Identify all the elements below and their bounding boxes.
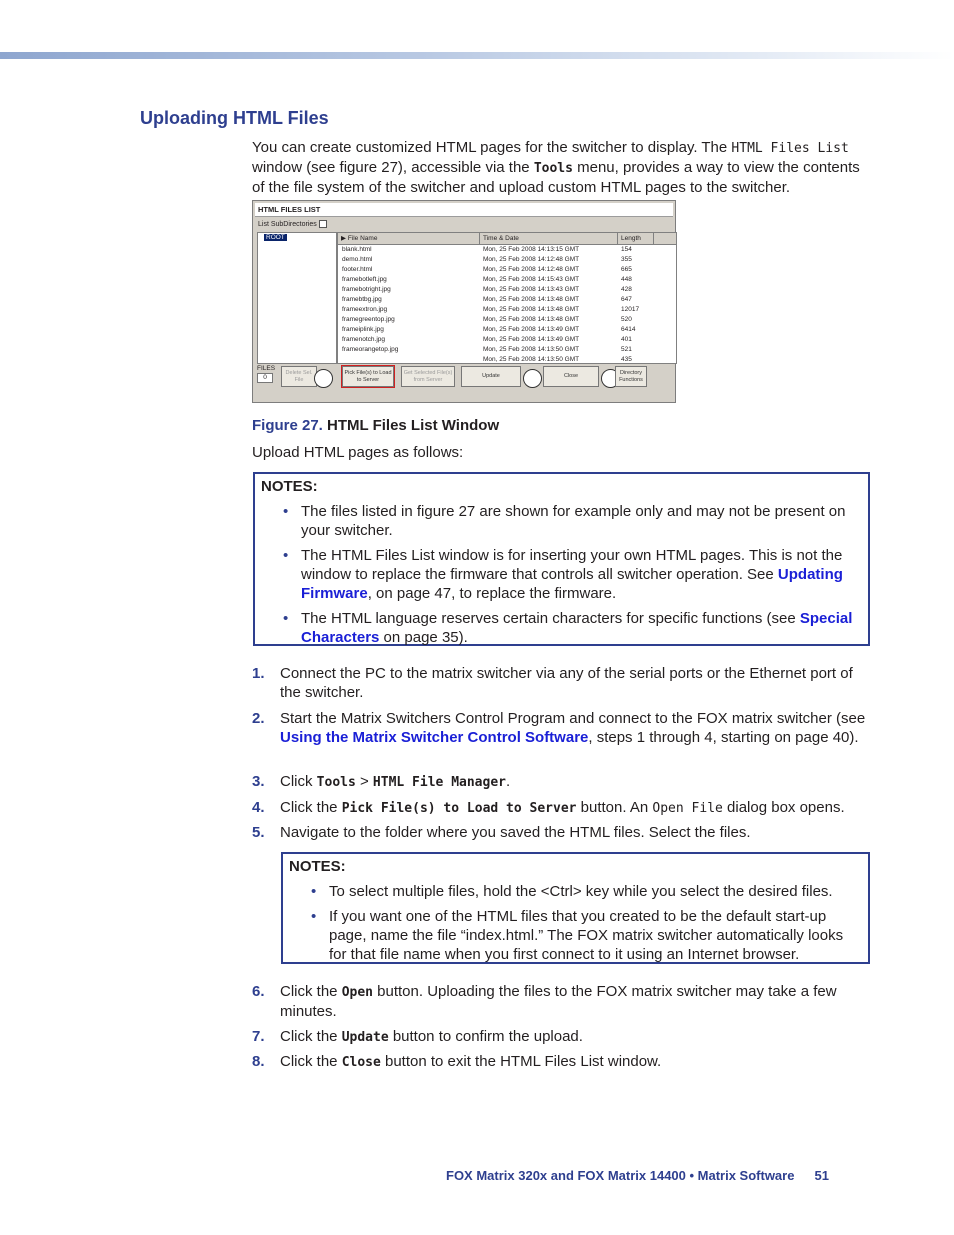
file-length: 401 — [621, 336, 632, 343]
note-item — [279, 546, 859, 603]
intro-text: window (see figure 27), accessible via the — [252, 159, 534, 176]
file-length: 520 — [621, 316, 632, 323]
file-name: frameorangetop.jpg — [342, 346, 399, 353]
file-name: framebtbg.jpg — [342, 296, 382, 303]
step-text-part: Click the — [280, 799, 342, 816]
step-text-part: , steps 1 through 4, starting on page 40). — [588, 729, 859, 746]
upload-intro: Upload HTML pages as follows: — [252, 444, 464, 461]
pick-files-button[interactable]: Pick File(s) to Load to Server — [342, 366, 394, 387]
figure-title: HTML Files List Window — [322, 417, 500, 434]
note-text: The HTML language reserves certain characters for specific functions (see — [301, 610, 800, 627]
step-text-part: button. Uploading the files to the FOX matrix switcher may take a few minutes. — [280, 983, 837, 1020]
step-number: 6. — [252, 983, 265, 1000]
file-name: blank.html — [342, 246, 372, 253]
file-length: 521 — [621, 346, 632, 353]
step-number: 3. — [252, 773, 265, 790]
files-label: FILES — [257, 365, 276, 372]
file-time: Mon, 25 Feb 2008 14:13:50 GMT — [483, 356, 580, 363]
file-time: Mon, 25 Feb 2008 14:13:15 GMT — [483, 246, 580, 253]
note-text: To select multiple files, hold the <Ctrl> key while you select the desired files. — [329, 883, 833, 900]
updating-firmware-link[interactable]: Updating Firmware — [301, 566, 843, 602]
figure-caption — [252, 417, 499, 434]
files-count-box — [257, 365, 275, 383]
html-files-list-window — [252, 200, 676, 403]
note-text: The HTML Files List window is for inserting your own HTML pages. This is not the window to replace the firmware that controls all switcher operation. See — [301, 547, 843, 583]
step-text-part: button. An — [576, 799, 653, 816]
note-text: If you want one of the HTML files that you created to be the default start-up page, name the file “index.html.” The FOX matrix switcher automatically looks for that file name when you first connect to it using an Internet browser. — [329, 908, 844, 963]
step-code: Close — [341, 1055, 381, 1070]
step-text-part: Click the — [280, 1028, 342, 1045]
section-heading: Uploading HTML Files — [140, 108, 329, 128]
header-rule — [0, 52, 954, 59]
file-name: framebotleft.jpg — [342, 276, 387, 283]
file-name: framenotch.jpg — [342, 336, 385, 343]
list-subdirectories-option[interactable] — [258, 220, 327, 228]
note-item — [279, 502, 859, 540]
step-number: 1. — [252, 665, 265, 682]
get-selected-files-button[interactable]: Get Selected File(s) from Server — [401, 366, 455, 387]
step-text — [280, 709, 866, 747]
file-time: Mon, 25 Feb 2008 14:12:48 GMT — [483, 256, 580, 263]
step-text-part: dialog box opens. — [722, 799, 845, 816]
file-time: Mon, 25 Feb 2008 14:15:43 GMT — [483, 276, 580, 283]
close-button[interactable]: Close — [543, 366, 599, 387]
file-time: Mon, 25 Feb 2008 14:13:43 GMT — [483, 286, 580, 293]
intro-text: menu, provides a way to view the contents of the file system of the switcher and upload custom HTML pages to the switcher. — [252, 159, 860, 196]
step-number: 8. — [252, 1053, 265, 1070]
note-item — [307, 882, 859, 901]
step-text-part: . — [505, 773, 511, 790]
using-control-software-link[interactable]: Using the Matrix Switcher Control Software — [280, 729, 589, 746]
list-subdirectories-label: List SubDirectories — [258, 220, 317, 228]
notes-title: NOTES: — [261, 478, 318, 495]
file-time: Mon, 25 Feb 2008 14:13:49 GMT — [483, 326, 580, 333]
column-label: Length — [621, 235, 641, 242]
file-name: frameiplink.jpg — [342, 326, 384, 333]
column-file-name[interactable]: ▶ File Name — [338, 233, 480, 244]
step-text: Navigate to the folder where you saved the HTML files. Select the files. — [280, 824, 751, 841]
file-length: 448 — [621, 276, 632, 283]
step-text-part: button to confirm the upload. — [388, 1028, 583, 1045]
files-count: 0 — [257, 373, 273, 383]
special-characters-link[interactable]: Special Characters — [301, 610, 853, 646]
file-time: Mon, 25 Feb 2008 14:12:48 GMT — [483, 266, 580, 273]
note-item — [279, 609, 859, 647]
step-text-part: Click the — [280, 983, 342, 1000]
file-time: Mon, 25 Feb 2008 14:13:49 GMT — [483, 336, 580, 343]
file-name: footer.html — [342, 266, 373, 273]
step-text-part: button to exit the HTML Files List window. — [380, 1053, 662, 1070]
note-text: , on page 47, to replace the firmware. — [367, 585, 617, 602]
column-label: Time & Date — [483, 235, 519, 242]
file-name: demo.html — [342, 256, 373, 263]
grid-header — [338, 233, 676, 245]
page-number: 51 — [814, 1168, 829, 1183]
file-length: 435 — [621, 356, 632, 363]
directory-tree[interactable] — [257, 232, 337, 364]
file-time: Mon, 25 Feb 2008 14:13:48 GMT — [483, 296, 580, 303]
file-grid[interactable] — [337, 232, 677, 364]
update-button[interactable]: Update — [461, 366, 521, 387]
file-name: frameextron.jpg — [342, 306, 388, 313]
step-text — [280, 1052, 866, 1072]
step-code: Open File — [652, 801, 723, 816]
file-name: framebotright.jpg — [342, 286, 391, 293]
column-label: File Name — [347, 235, 378, 242]
step-number: 5. — [252, 824, 265, 841]
step-code: Tools — [316, 775, 356, 790]
file-length: 647 — [621, 296, 632, 303]
step-text — [280, 1027, 866, 1047]
step-text-part: Click the — [280, 1053, 342, 1070]
file-name: framegreentop.jpg — [342, 316, 395, 323]
file-length: 428 — [621, 286, 632, 293]
note-text: The files listed in figure 27 are shown for example only and may not be present on your switcher. — [301, 503, 846, 539]
note-text: on page 35). — [379, 629, 468, 646]
file-length: 154 — [621, 246, 632, 253]
notes-list — [279, 502, 859, 653]
file-length: 12017 — [621, 306, 640, 313]
file-length: 355 — [621, 256, 632, 263]
step-text-part: Start the Matrix Switchers Control Program and connect to the FOX matrix switcher (see — [280, 710, 866, 727]
file-length: 665 — [621, 266, 632, 273]
step-code: Pick File(s) to Load to Server — [341, 801, 577, 816]
step-text — [280, 982, 866, 1021]
column-time-date[interactable] — [480, 233, 618, 244]
delete-file-button[interactable]: Delete Sel. File — [281, 366, 317, 387]
callout-circle — [523, 369, 542, 388]
file-time: Mon, 25 Feb 2008 14:13:48 GMT — [483, 316, 580, 323]
intro-code: Tools — [533, 161, 573, 176]
footer-text: FOX Matrix 320x and FOX Matrix 14400 • Matrix Software — [446, 1168, 795, 1183]
intro-code: HTML Files List — [731, 141, 849, 156]
step-code: HTML File Manager — [372, 775, 506, 790]
step-number: 2. — [252, 710, 265, 727]
file-time: Mon, 25 Feb 2008 14:13:50 GMT — [483, 346, 580, 353]
figure-number: Figure 27. — [252, 417, 323, 434]
file-time: Mon, 25 Feb 2008 14:13:48 GMT — [483, 306, 580, 313]
intro-text: You can create customized HTML pages for the switcher to display. The — [252, 139, 732, 156]
notes-box — [281, 852, 870, 964]
step-text: Connect the PC to the matrix switcher via any of the serial ports or the Ethernet port of the switcher. — [280, 665, 853, 701]
file-length: 6414 — [621, 326, 636, 333]
window-title: HTML FILES LIST — [255, 203, 673, 217]
step-text — [280, 798, 866, 818]
step-code: Open — [341, 985, 373, 1000]
page-footer — [446, 1168, 829, 1183]
step-number: 7. — [252, 1028, 265, 1045]
callout-circle — [314, 369, 333, 388]
step-number: 4. — [252, 799, 265, 816]
step-text-part: Click — [280, 773, 317, 790]
step-text — [280, 772, 866, 792]
tree-root[interactable]: ROOT — [266, 234, 285, 241]
notes-box — [253, 472, 870, 646]
column-length[interactable] — [618, 233, 654, 244]
step-text-part: > — [355, 773, 373, 790]
list-subdirectories-checkbox[interactable] — [319, 220, 327, 228]
step-code: Update — [341, 1030, 389, 1045]
notes-title: NOTES: — [289, 858, 346, 875]
intro-paragraph — [252, 138, 872, 197]
notes-list — [307, 882, 859, 970]
directory-functions-button[interactable]: Directory Functions — [615, 366, 647, 387]
note-item — [307, 907, 859, 964]
